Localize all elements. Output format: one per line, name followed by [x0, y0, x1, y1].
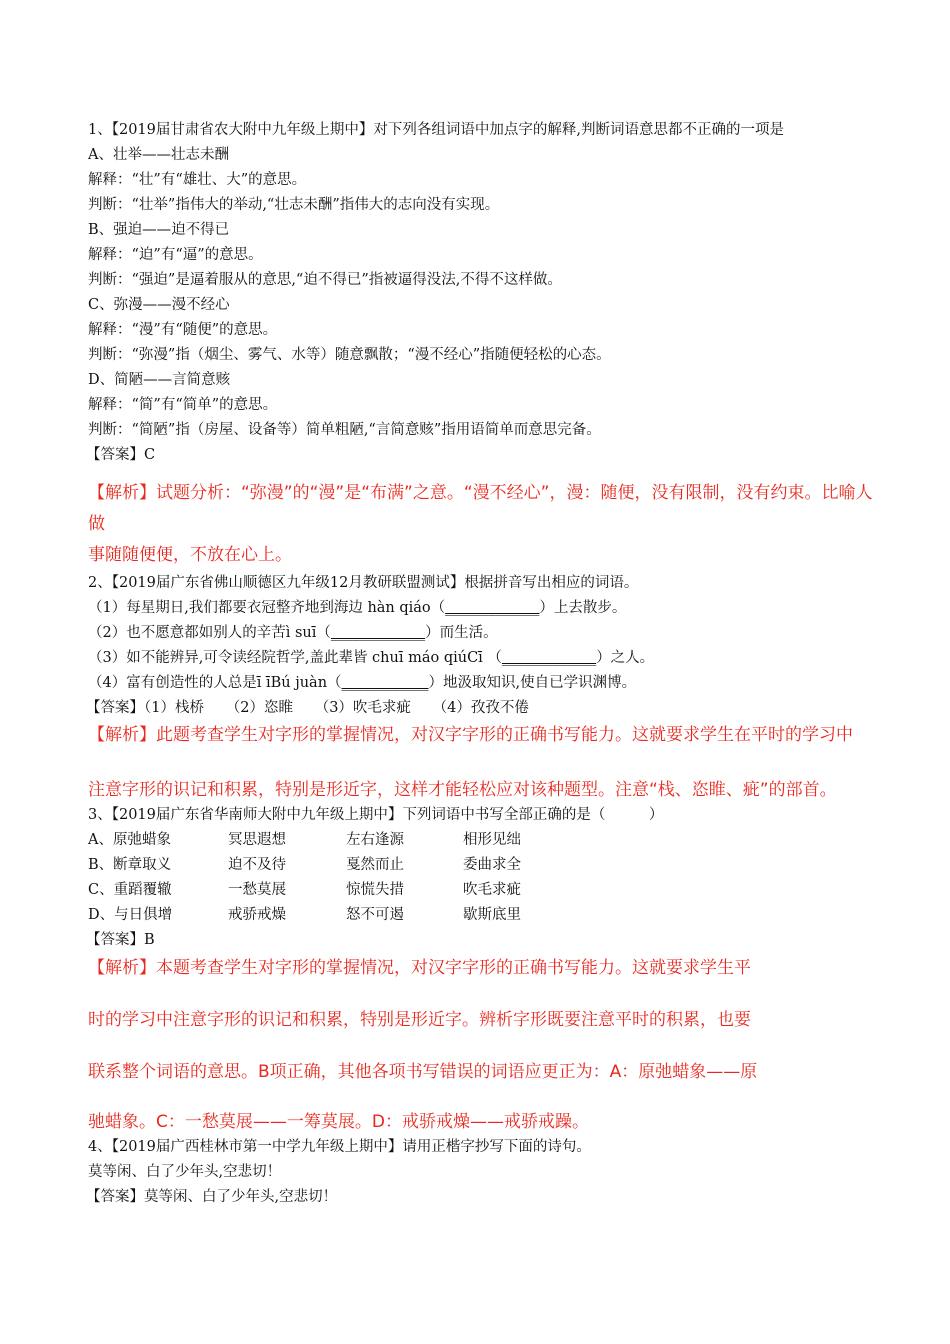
q2-item-2-prompt: （2）也不愿意都如别人的辛苦ì suī（: [88, 625, 331, 641]
q3-c-word-4: 吹毛求疵: [463, 882, 521, 898]
q3-option-row-d: [88, 903, 878, 928]
q4-stem: 4、【2019届广西桂林市第一中学九年级上期中】请用正楷字抄写下面的诗句。: [88, 1139, 591, 1155]
q1-option-b-judgement: 判断：“强迫”是逼着服从的意思,“迫不得已”指被逼得没法,不得不这样做。: [88, 272, 562, 288]
q3-d-word-4: 歇斯底里: [463, 907, 521, 923]
q2-item-1: [88, 596, 878, 621]
q2-item-4-suffix: ）地汲取知识,使自已学识渊博。: [428, 675, 637, 691]
q2-item-1-blank: _____________: [445, 600, 540, 616]
q2-item-3-suffix: ）之人。: [596, 650, 655, 666]
q1-option-a-judgement: 判断：“壮举”指伟大的举动,“壮志未酬”指伟大的志向没有实现。: [88, 197, 500, 213]
q3-analysis-line-3: 联系整个词语的意思。B项正确，其他各项书写错误的词语应更正为：A：原弛蜡象——原: [88, 1062, 758, 1082]
q3-b-word-2: 迫不及待: [228, 857, 286, 873]
q4-answer: 【答案】莫等闲、白了少年头,空悲切！: [86, 1189, 338, 1205]
q2-stem: 2、【2019届广东省佛山顺德区九年级12月教研联盟测试】根据拼音写出相应的词语。: [88, 575, 639, 591]
q2-analysis-line-1: 【解析】此题考查学生对字形的掌握情况，对汉字字形的正确书写能力。这就要求学生在平时的学习中: [88, 725, 853, 745]
q2-item-4-blank: ____________: [341, 675, 429, 691]
q1-option-b-explanation: 解释：“迫”有“逼”的意思。: [88, 247, 263, 263]
q1-option-d: D、简陋——言简意赅: [88, 372, 231, 388]
q1-answer: 【答案】C: [86, 447, 156, 463]
q4-poem: 莫等闲、白了少年头,空悲切！: [88, 1164, 282, 1180]
q2-item-2: [88, 621, 878, 646]
q3-option-row-a: [88, 828, 878, 853]
q1-option-a: A、壮举——壮志未酬: [88, 147, 229, 163]
q3-c-word-1: C、重蹈覆辙: [88, 882, 172, 898]
q3-a-word-4: 相形见绌: [463, 832, 521, 848]
q3-analysis-line-2: 时的学习中注意字形的识记和积累，特别是形近字。辨析字形既要注意平时的积累，也要: [88, 1010, 751, 1030]
q1-option-d-explanation: 解释：“简”有“简单”的意思。: [88, 397, 278, 413]
q3-b-word-1: B、断章取义: [88, 857, 172, 873]
document-page: [88, 118, 878, 1210]
q3-stem: 3、【2019届广东省华南师大附中九年级上期中】下列词语中书写全部正确的是（ ）: [88, 807, 664, 823]
q2-item-2-blank: _____________: [330, 625, 426, 641]
q2-item-3: [88, 646, 878, 671]
q2-item-3-blank: _____________: [501, 650, 597, 666]
q3-d-word-3: 怒不可遏: [346, 907, 404, 923]
q1-option-c: C、弥漫——漫不经心: [88, 297, 230, 313]
q2-item-1-suffix: ）上去散步。: [539, 600, 627, 616]
q2-item-4: [88, 671, 878, 696]
q3-d-word-1: D、与日俱增: [88, 907, 173, 923]
q2-answer: 【答案】（1）栈桥 （2）恣睢 （3）吹毛求疵 （4）孜孜不倦: [86, 700, 529, 716]
q3-c-word-3: 惊慌失措: [346, 882, 404, 898]
q3-b-word-3: 戛然而止: [346, 857, 404, 873]
q1-stem: 1、【2019届甘肃省农大附中九年级上期中】对下列各组词语中加点字的解释,判断词语意思都不正确的一项是: [88, 122, 784, 138]
q3-option-row-b: [88, 853, 878, 878]
q3-a-word-2: 冥思遐想: [228, 832, 286, 848]
q2-item-1-prompt: （1）每星期日,我们都要衣冠整齐地到海边 hàn qiáo（: [88, 600, 446, 616]
q3-a-word-1: A、原弛蜡象: [88, 832, 171, 848]
q3-a-word-3: 左右逢源: [346, 832, 404, 848]
q1-analysis-line-1: 【解析】试题分析：“弥漫”的“漫”是“布满”之意。“漫不经心”，漫：随便，没有限制，没有约束。比喻人做: [88, 483, 873, 534]
q3-answer: 【答案】B: [86, 932, 155, 948]
q1-option-b: B、强迫——迫不得已: [88, 222, 230, 238]
q2-item-4-prompt: （4）富有创造性的人总是ī īBú juàn（: [88, 675, 342, 691]
q3-analysis-line-1: 【解析】本题考查学生对字形的掌握情况，对汉字字形的正确书写能力。这就要求学生平: [88, 958, 751, 978]
q3-analysis-line-4: 驰蜡象。C：一愁莫展——一筹莫展。D：戒骄戒燥——戒骄戒躁。: [88, 1112, 589, 1132]
q3-c-word-2: 一愁莫展: [228, 882, 286, 898]
q2-item-2-suffix: ）而生活。: [425, 625, 498, 641]
q1-option-c-explanation: 解释：“漫”有“随便”的意思。: [88, 322, 278, 338]
q1-analysis-line-2: 事随随便便，不放在心上。: [88, 545, 292, 565]
q1-option-c-judgement: 判断：“弥漫”指（烟尘、雾气、水等）随意飘散；“漫不经心”指随便轻松的心态。: [88, 347, 611, 363]
q2-item-3-prompt: （3）如不能辨异,可令读经院哲学,盖此辈皆 chuī máo qiúCī （: [88, 650, 502, 666]
q3-b-word-4: 委曲求全: [463, 857, 521, 873]
q1-option-a-explanation: 解释：“壮”有“雄壮、大”的意思。: [88, 172, 307, 188]
q1-option-d-judgement: 判断：“简陋”指（房屋、设备等）简单粗陋,“言简意赅”指用语简单而意思完备。: [88, 422, 601, 438]
q2-analysis-line-2: 注意字形的识记和积累，特别是形近字，这样才能轻松应对该种题型。注意“栈、恣睢、疵”的部首。: [88, 780, 837, 800]
q3-d-word-2: 戒骄戒燥: [228, 907, 286, 923]
q3-option-row-c: [88, 878, 878, 903]
